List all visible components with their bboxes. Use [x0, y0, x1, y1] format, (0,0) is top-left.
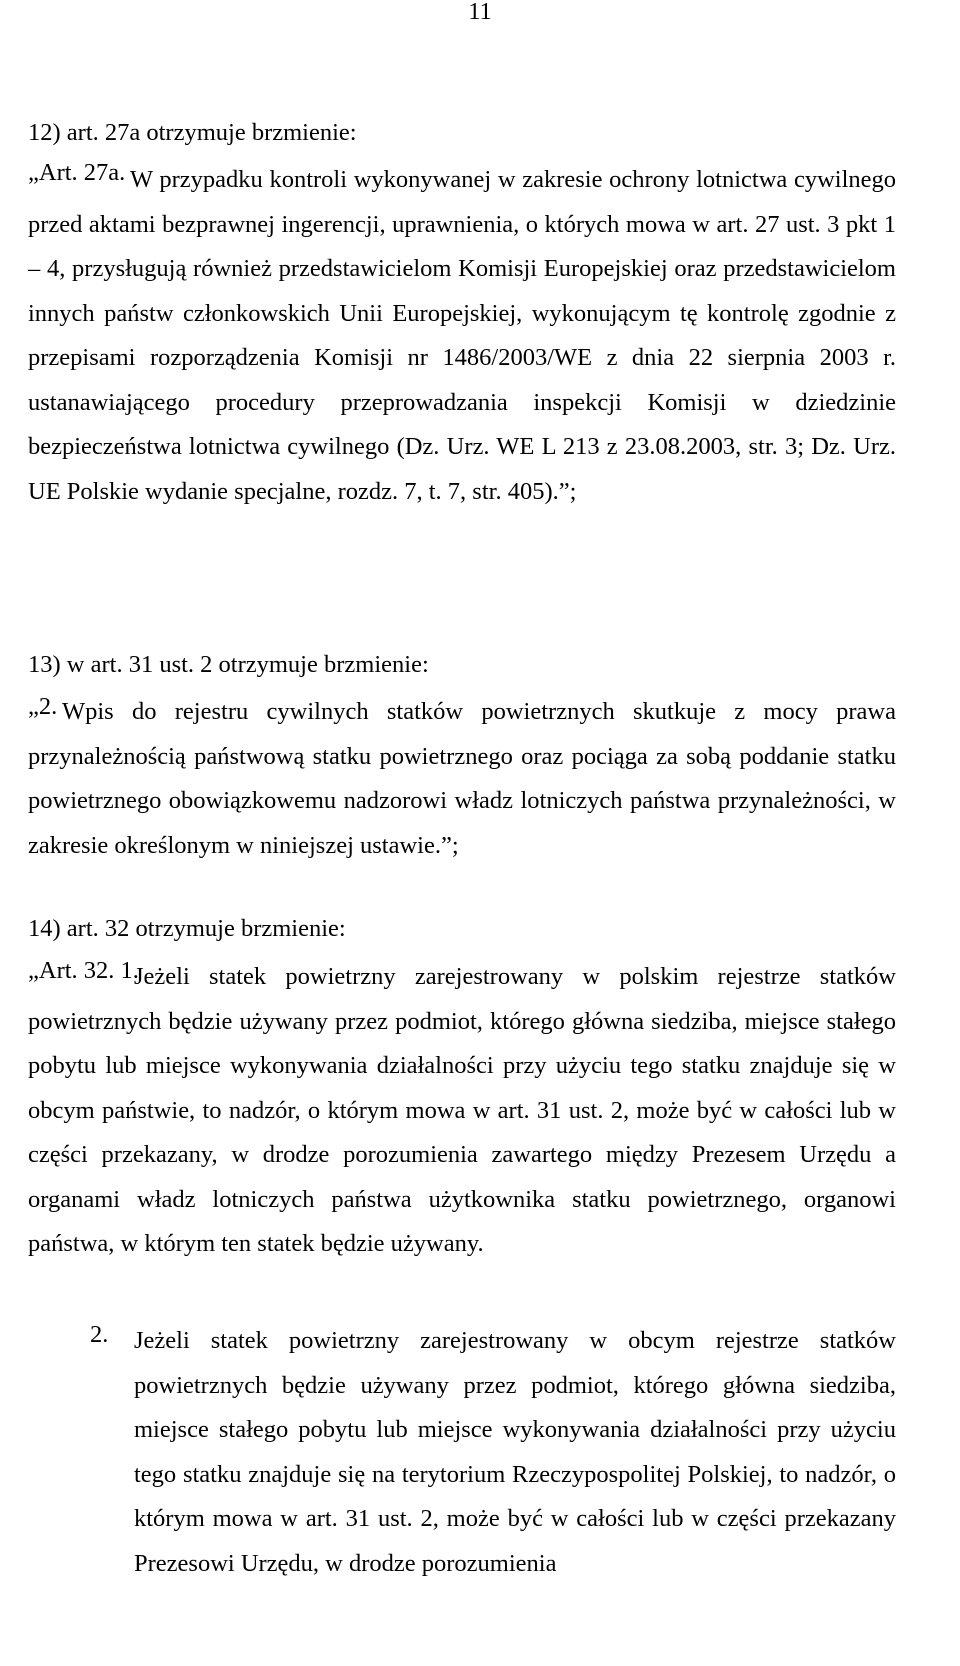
item-14-paragraph-2-number: 2. — [90, 1321, 109, 1348]
page-number: 11 — [468, 0, 492, 25]
item-12-header: 12) art. 27a otrzymuje brzmienie: — [28, 119, 357, 146]
item-12-lead: „Art. 27a. — [28, 159, 126, 186]
item-14-paragraph-1: Jeżeli statek powietrzny zarejestrowany w polskim rejestrze statków powietrznych będzie używany przez podmiot, którego główna siedziba, miejsce stałego pobytu lub miejsce wykonywania działalności przy użyciu tego statku znajduje się w obcym państwie, to nadzór, o którym mowa w art. 31 ust. 2, może być w całości lub w części przekazany, w drodze porozumienia zawartego między Prezesem Urzędu a organami władz lotniczych państwa użytkownika statku powietrznego, organowi państwa, w którym ten statek będzie używany. — [28, 963, 896, 1257]
item-14-lead: „Art. 32. 1. — [28, 957, 139, 984]
item-13-text: Wpis do rejestru cywilnych statków powietrznych skutkuje z mocy prawa przynależnością państwową statku powietrznego oraz pociąga za sobą poddanie statku powietrznego obowiązkowemu nadzorowi władz lotniczych państwa przynależności, w zakresie określonym w niniejszej ustawie.”; — [28, 698, 896, 859]
item-13-header: 13) w art. 31 ust. 2 otrzymuje brzmienie: — [28, 651, 429, 678]
item-14-header: 14) art. 32 otrzymuje brzmienie: — [28, 915, 346, 942]
item-12-text: W przypadku kontroli wykonywanej w zakresie ochrony lotnictwa cywilnego przed aktami bezprawnej ingerencji, uprawnienia, o których mowa w art. 27 ust. 3 pkt 1 – 4, przysługują również przedstawicielom Komisji Europejskiej oraz przedstawicielom innych państw członkowskich Unii Europejskiej, wykonującym tę kontrolę zgodnie z przepisami rozporządzenia Komisji nr 1486/2003/WE z dnia 22 sierpnia 2003 r. ustanawiającego procedury przeprowadzania inspekcji Komisji w dziedzinie bezpieczeństwa lotnictwa cywilnego (Dz. Urz. WE L 213 z 23.08.2003, str. 3; Dz. Urz. UE Polskie wydanie specjalne, rozdz. 7, t. 7, str. 405).”; — [28, 166, 896, 505]
item-13-lead: „2. — [28, 693, 58, 720]
item-14-paragraph-2: Jeżeli statek powietrzny zarejestrowany w obcym rejestrze statków powietrznych będzie używany przez podmiot, którego główna siedziba, miejsce stałego pobytu lub miejsce wykonywania działalności przy użyciu tego statku znajduje się na terytorium Rzeczypospolitej Polskiej, to nadzór, o którym mowa w art. 31 ust. 2, może być w całości lub w części przekazany Prezesowi Urzędu, w drodze porozumienia — [134, 1327, 896, 1577]
